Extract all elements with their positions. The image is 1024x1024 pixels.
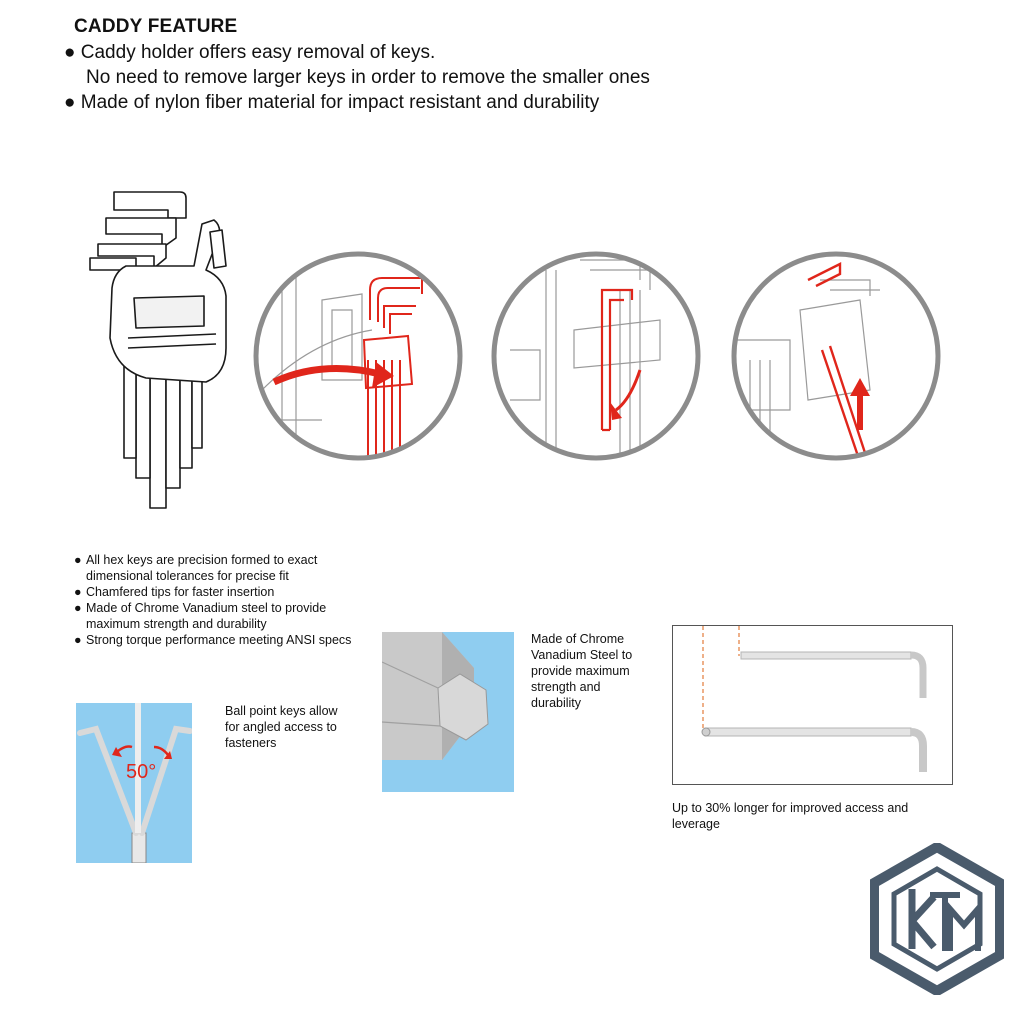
hex-tip-illustration: [382, 632, 514, 792]
hex-tip-panel: [382, 632, 514, 792]
caddy-removal-circle-1: [252, 250, 464, 462]
ballpoint-angle-panel: [76, 703, 192, 863]
ballpoint-caption: Ball point keys allow for angled access to fasteners: [225, 704, 338, 750]
bullet: ●: [64, 92, 76, 113]
bullet: ●: [74, 553, 82, 567]
bullet: ●: [74, 633, 82, 647]
length-comparison-panel: [672, 625, 953, 785]
feature-text: Strong torque performance meeting ANSI specs: [86, 633, 352, 647]
feature-text: All hex keys are precision formed to exact dimensional tolerances for precise fit: [86, 553, 318, 583]
bullet: ●: [74, 601, 82, 615]
length-comparison-illustration: [673, 626, 952, 784]
hex-key-set-illustration: [76, 188, 254, 528]
caddy-removal-circle-3: [730, 250, 942, 462]
list-item: [74, 600, 374, 632]
list-item: [74, 552, 374, 584]
feature-text: Chamfered tips for faster insertion: [86, 585, 275, 599]
caddy-bullet-2-text: Made of nylon fiber material for impact resistant and durability: [80, 92, 600, 113]
features-list: [74, 552, 374, 648]
bullet: ●: [64, 42, 76, 63]
feature-text: Made of Chrome Vanadium steel to provide maximum strength and durability: [86, 601, 327, 631]
length-caption: Up to 30% longer for improved access and leverage: [672, 801, 909, 831]
caddy-bullet-1-continued: No need to remove larger keys in order to remove the smaller ones: [86, 67, 650, 88]
list-item: [74, 632, 374, 648]
ktm-logo: [870, 843, 1004, 995]
caddy-feature-title: CADDY FEATURE: [74, 16, 238, 37]
caddy-removal-circle-2: [490, 250, 702, 462]
caddy-bullet-1: [64, 41, 435, 65]
list-item: [74, 584, 374, 600]
caddy-bullet-1-text: Caddy holder offers easy removal of keys.: [80, 42, 436, 63]
steel-caption: Made of Chrome Vanadium Steel to provide maximum strength and durability: [531, 632, 633, 710]
caddy-bullet-2: [64, 91, 599, 115]
bullet: ●: [74, 585, 82, 599]
angle-label: 50°: [126, 761, 157, 783]
